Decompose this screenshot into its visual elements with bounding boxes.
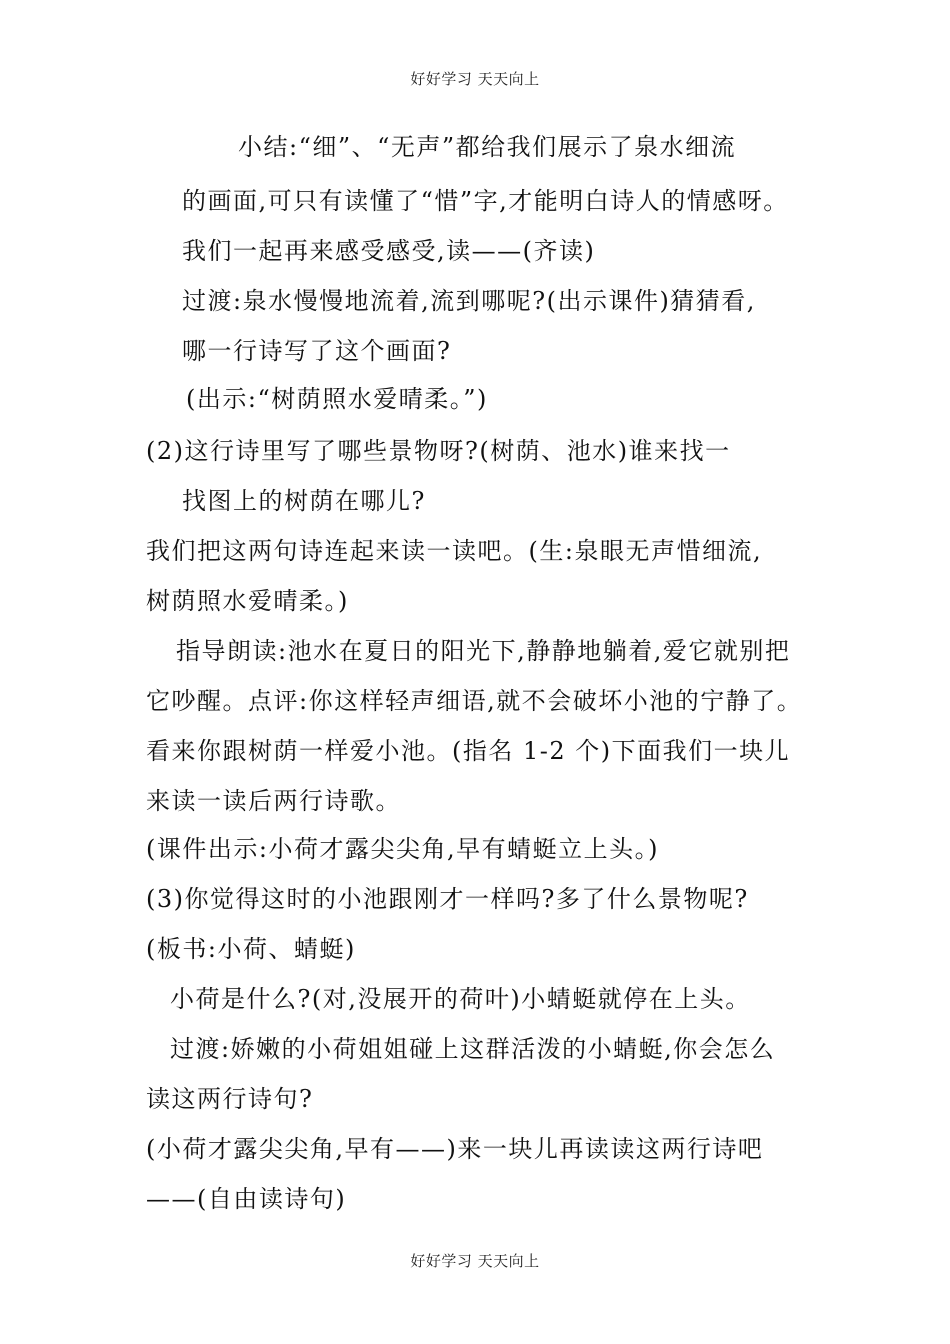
text-line: 小结:“细”、“无声”都给我们展示了泉水细流	[238, 133, 737, 161]
text-line: (3)你觉得这时的小池跟刚才一样吗?多了什么景物呢?	[146, 885, 749, 913]
text-line: 读这两行诗句?	[146, 1085, 314, 1113]
text-line: 哪一行诗写了这个画面?	[182, 337, 452, 365]
text-line: 我们一起再来感受感受,读——(齐读)	[182, 237, 596, 265]
text-line: 小荷是什么?(对,没展开的荷叶)小蜻蜓就停在上头。	[170, 985, 751, 1013]
text-line: 我们把这两句诗连起来读一读吧。(生:泉眼无声惜细流,	[146, 537, 763, 565]
text-line: ——(自由读诗句)	[146, 1185, 347, 1213]
text-line: 树荫照水爱晴柔。)	[146, 587, 349, 615]
text-line: 看来你跟树荫一样爱小池。(指名 1-2 个)下面我们一块儿	[146, 737, 791, 765]
text-line: 指导朗读:池水在夏日的阳光下,静静地躺着,爱它就别把	[176, 637, 791, 665]
text-line: 的画面,可只有读懂了“惜”字,才能明白诗人的情感呀。	[182, 187, 789, 215]
text-line: (小荷才露尖尖角,早有——)来一块儿再读读这两行诗吧	[146, 1135, 764, 1163]
text-line: (出示:“树荫照水爱晴柔。”)	[186, 385, 488, 413]
text-line: (课件出示:小荷才露尖尖角,早有蜻蜓立上头。)	[146, 835, 659, 863]
text-line: 过渡:泉水慢慢地流着,流到哪呢?(出示课件)猜猜看,	[182, 287, 756, 315]
text-line: 来读一读后两行诗歌。	[146, 787, 401, 815]
text-line: (2)这行诗里写了哪些景物呀?(树荫、池水)谁来找一	[146, 437, 731, 465]
text-line: 找图上的树荫在哪儿?	[182, 487, 426, 515]
text-line: 它吵醒。点评:你这样轻声细语,就不会破坏小池的宁静了。	[146, 687, 803, 715]
text-line: (板书:小荷、蜻蜓)	[146, 935, 356, 963]
text-line: 过渡:娇嫩的小荷姐姐碰上这群活泼的小蜻蜓,你会怎么	[170, 1035, 776, 1063]
page-header: 好好学习 天天向上	[410, 70, 540, 88]
page-footer: 好好学习 天天向上	[410, 1252, 540, 1270]
